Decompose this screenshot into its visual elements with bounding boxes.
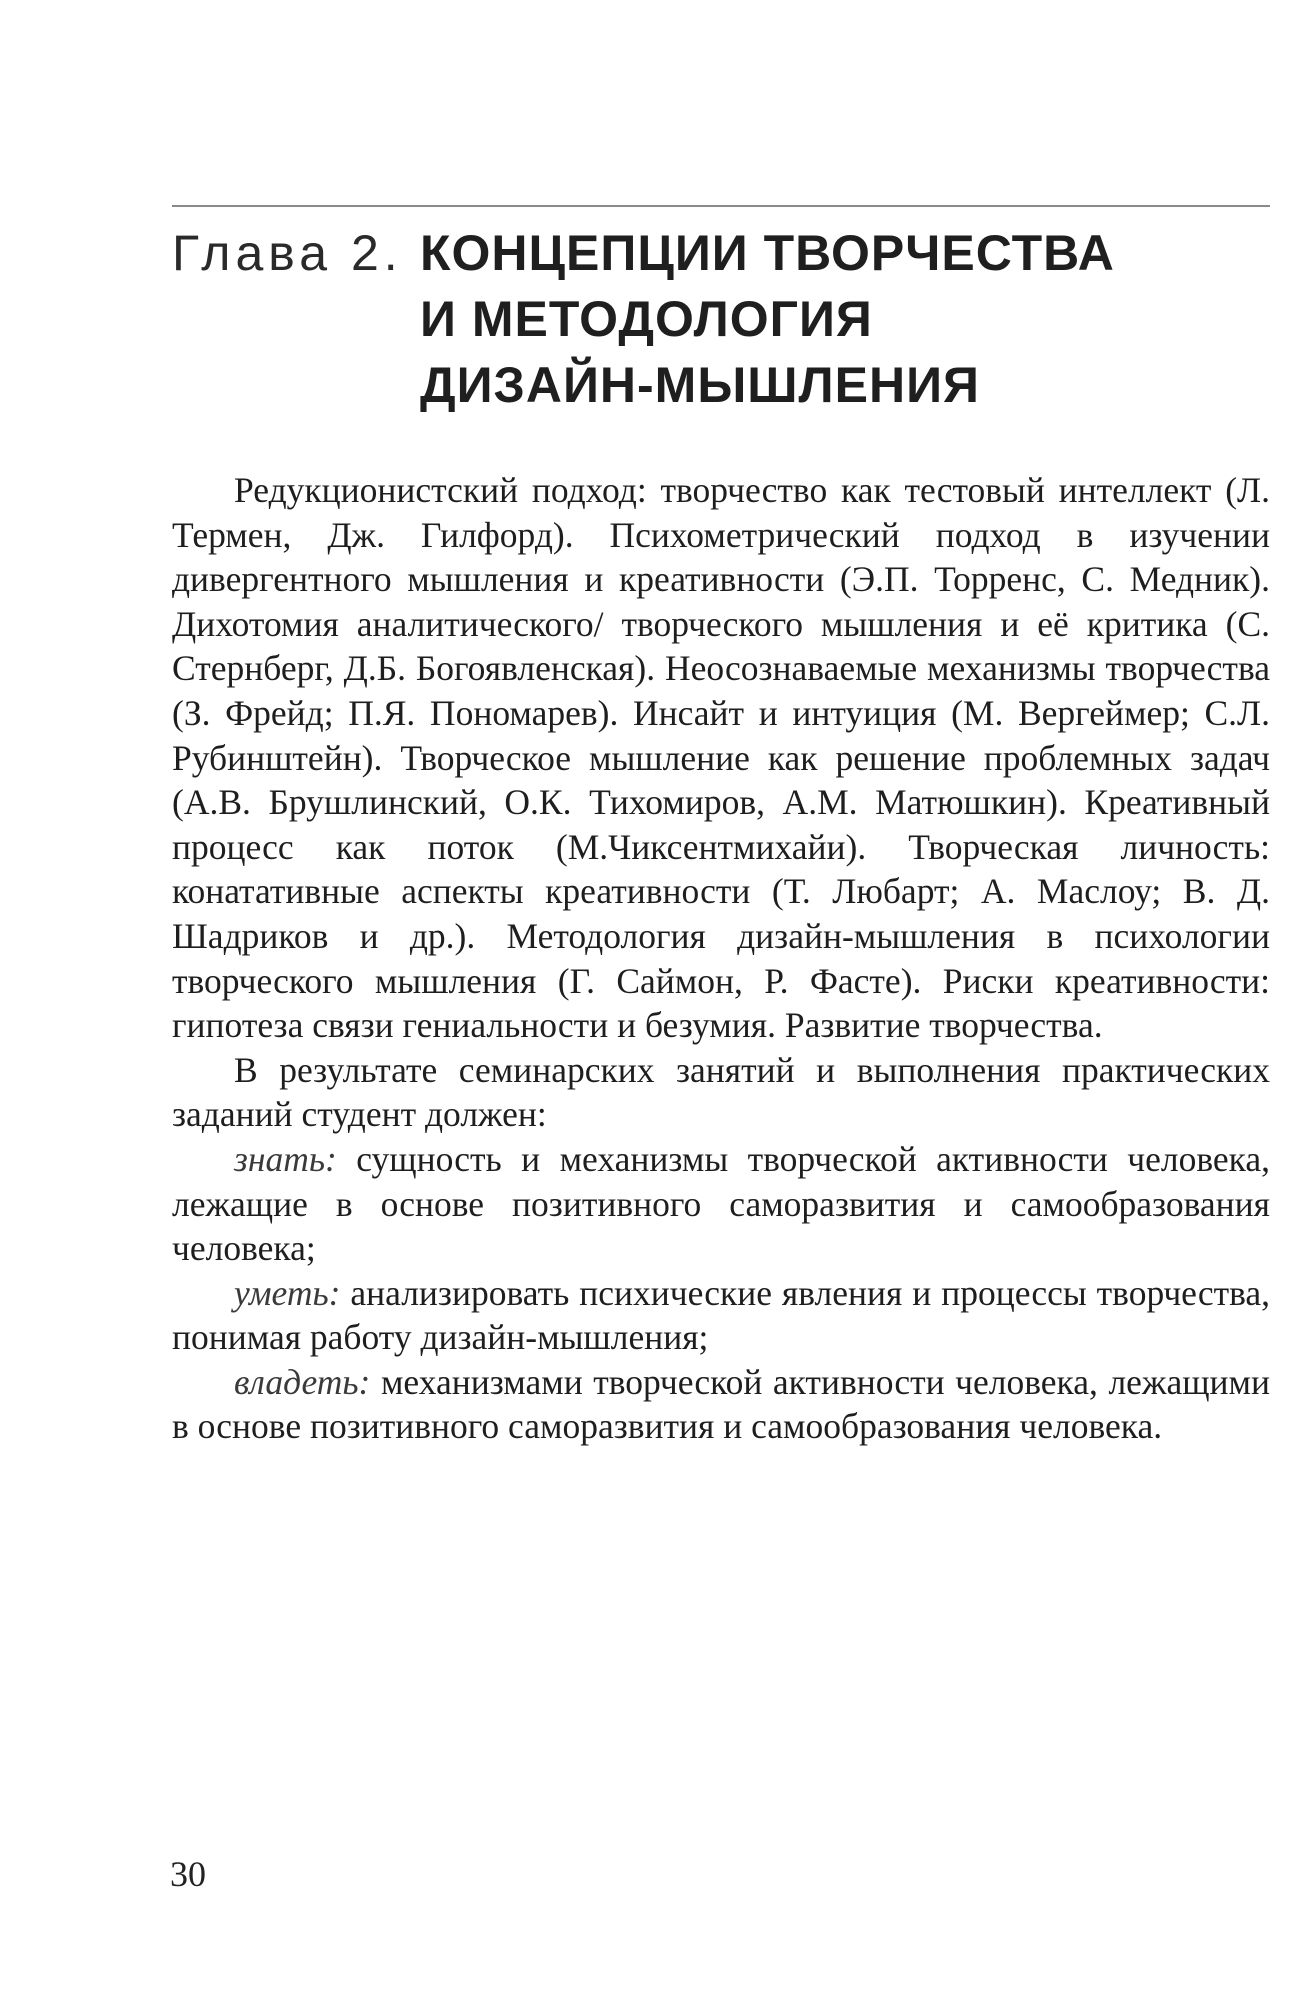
outcome-text: сущность и механизмы творческой активности человека, лежащие в основе позитивного саморазвития и самообразования человека;	[172, 1138, 1271, 1269]
chapter-label: Глава 2.	[172, 225, 403, 281]
outcome-text: анализировать психические явления и процессы творчества, понимая работу дизайн-мышления;	[172, 1272, 1271, 1358]
learning-outcome-can	[172, 1271, 1270, 1360]
outcome-term: уметь:	[234, 1272, 341, 1313]
page-number: 30	[170, 1854, 206, 1894]
chapter-body	[172, 468, 1270, 1449]
learning-outcomes-intro: В результате семинарских занятий и выполнения практических заданий студент должен:	[172, 1049, 1270, 1135]
learning-outcome-master	[172, 1360, 1270, 1449]
outcome-term: владеть:	[234, 1361, 371, 1402]
outcome-text: механизмами творческой активности человека, лежащими в основе позитивного саморазвития и самообразования человека.	[172, 1361, 1270, 1447]
chapter-title	[420, 220, 1115, 418]
chapter-divider-line	[172, 205, 1270, 207]
outcome-term: знать:	[234, 1138, 337, 1179]
chapter-title-line: ДИЗАЙН-МЫШЛЕНИЯ	[420, 357, 980, 413]
chapter-title-line: КОНЦЕПЦИИ ТВОРЧЕСТВА	[420, 225, 1115, 281]
chapter-summary-paragraph: Редукционистский подход: творчество как тестовый интеллект (Л. Термен, Дж. Гилфорд). Психометрический подход в изучении дивергентного мышления и креативности (Э.П. Торренс, С. Медник). Дихотомия аналитического/ творческого мышления и её критика (С. Стернберг, Д.Б. Богоявленская). Неосознаваемые механизмы творчества (З. Фрейд; П.Я. Пономарев). Инсайт и интуиция (М. Вергеймер; С.Л. Рубинштейн). Творческое мышление как решение проблемных задач (А.В. Брушлинский, О.К. Тихомиров, А.М. Матюшкин). Креативный процесс как поток (М.Чиксентмихайи). Творческая личность: конатативные аспекты креативности (Т. Любарт; А. Маслоу; В. Д. Шадриков и др.). Методология дизайн-мышления в психологии творческого мышления (Г. Саймон, Р. Фасте). Риски креативности: гипотеза связи гениальности и безумия. Развитие творчества.	[172, 470, 1270, 1046]
learning-outcome-know	[172, 1137, 1270, 1271]
chapter-title-line: И МЕТОДОЛОГИЯ	[420, 291, 873, 347]
